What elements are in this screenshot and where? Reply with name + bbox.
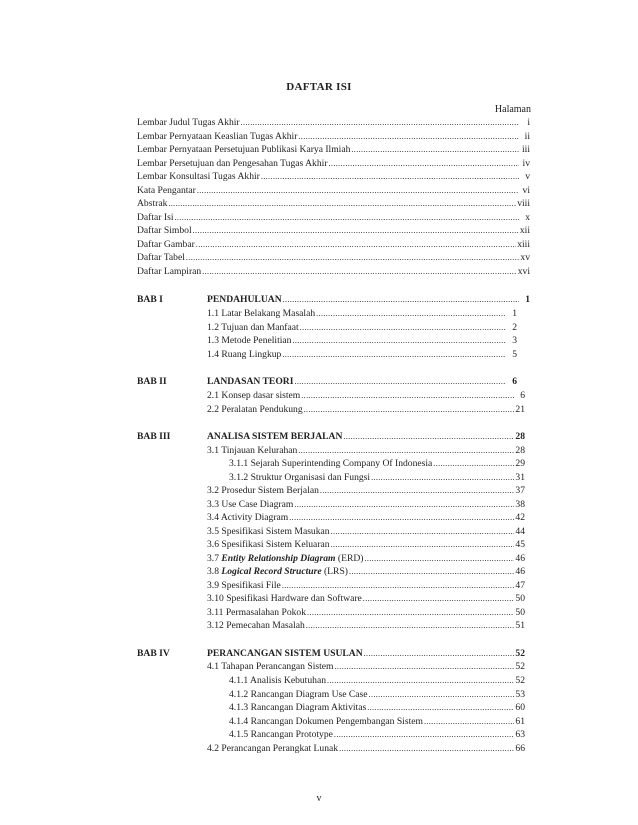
- leader-dots: [300, 322, 506, 334]
- toc-page: xii: [519, 225, 530, 236]
- toc-page: xvi: [517, 266, 530, 277]
- chapter-heading: [137, 375, 517, 388]
- toc-label: 4.1.5 Rancangan Prototype: [229, 729, 333, 740]
- toc-label: 4.1.4 Rancangan Dokumen Pengembangan Sistem: [229, 716, 423, 727]
- leader-dots: [371, 472, 514, 484]
- leader-dots: [306, 620, 514, 632]
- chapter-title: LANDASAN TEORI: [207, 376, 294, 387]
- leader-dots: [364, 648, 514, 660]
- toc-entry: [207, 403, 525, 416]
- toc-page: 52: [515, 661, 525, 672]
- toc-label: [207, 566, 348, 578]
- toc-entry: [137, 130, 530, 143]
- toc-page: 44: [515, 526, 525, 537]
- toc-label-prefix: 3.8: [207, 566, 222, 577]
- toc-label: [207, 553, 363, 565]
- toc-label: 3.6 Spesifikasi Sistem Keluaran: [207, 539, 330, 550]
- toc-page: 1: [512, 308, 517, 319]
- toc-page: 38: [515, 499, 525, 510]
- leader-dots: [168, 198, 516, 210]
- toc-label-suffix: (ERD): [335, 553, 364, 564]
- page-title: DAFTAR ISI: [286, 81, 352, 93]
- leader-dots: [331, 539, 514, 551]
- leader-dots: [304, 404, 514, 416]
- toc-page: 6: [512, 376, 517, 387]
- toc-page: 50: [515, 607, 525, 618]
- chapter-title: PENDAHULUAN: [207, 294, 282, 305]
- leader-dots: [241, 117, 519, 129]
- toc-page: viii: [517, 198, 530, 209]
- toc-label: Daftar Isi: [137, 212, 174, 223]
- toc-label: Daftar Simbol: [137, 225, 192, 236]
- toc-page: 46: [515, 553, 525, 564]
- toc-page: 52: [515, 675, 525, 686]
- toc-page: 28: [515, 431, 525, 442]
- toc-page: 51: [515, 620, 525, 631]
- toc-label-suffix: (LRS): [321, 566, 348, 577]
- toc-entry: [207, 579, 525, 592]
- toc-page: 21: [515, 404, 525, 415]
- leader-dots: [261, 171, 519, 183]
- toc-entry: [137, 265, 530, 278]
- toc-entry: [207, 511, 525, 524]
- leader-dots: [294, 376, 506, 388]
- toc-entry: [207, 538, 525, 551]
- toc-entry: [229, 674, 525, 687]
- chapter-number: BAB IV: [137, 648, 170, 659]
- toc-entry: [207, 660, 525, 673]
- toc-entry: [229, 457, 525, 470]
- chapter-title: PERANCANGAN SISTEM USULAN: [207, 648, 363, 659]
- toc-entry: [207, 321, 517, 334]
- toc-page: xv: [520, 252, 530, 263]
- toc-entry: [207, 619, 525, 632]
- toc-label: 3.1 Tinjauan Kelurahan: [207, 445, 298, 456]
- leader-dots: [433, 458, 514, 470]
- toc-page: 29: [515, 458, 525, 469]
- toc-entry: [207, 498, 525, 511]
- toc-label: Lembar Pernyataan Keaslian Tugas Akhir: [137, 131, 298, 142]
- toc-label: Daftar Lampiran: [137, 266, 202, 277]
- toc-label: 3.1.2 Struktur Organisasi dan Fungsi: [229, 472, 371, 483]
- toc-label: 1.1 Latar Belakang Masalah: [207, 308, 316, 319]
- toc-label: Kata Pengantar: [137, 185, 196, 196]
- toc-entry: [207, 348, 517, 361]
- chapter-number: BAB III: [137, 431, 171, 442]
- toc-label: 3.3 Use Case Diagram: [207, 499, 294, 510]
- toc-page: 42: [515, 512, 525, 523]
- toc-label: 3.11 Permasalahan Pokok: [207, 607, 307, 618]
- toc-label: 3.1.1 Sejarah Superintending Company Of Indonesia: [229, 458, 433, 469]
- toc-label: 4.1 Tahapan Perancangan Sistem: [207, 661, 334, 672]
- toc-label: 3.4 Activity Diagram: [207, 512, 289, 523]
- leader-dots: [283, 294, 519, 306]
- toc-page: 60: [515, 702, 525, 713]
- toc-page: 46: [515, 566, 525, 577]
- toc-entry: [207, 389, 525, 402]
- toc-page: 66: [515, 743, 525, 754]
- toc-label: 3.12 Pemecahan Masalah: [207, 620, 305, 631]
- toc-entry: [137, 157, 530, 170]
- toc-page: 5: [512, 349, 517, 360]
- toc-entry: [207, 552, 525, 565]
- toc-entry: [137, 211, 530, 224]
- toc-page: 28: [515, 445, 525, 456]
- chapter-heading: [137, 293, 530, 306]
- chapter-title: ANALISA SISTEM BERJALAN: [207, 431, 343, 442]
- toc-entry: [207, 592, 525, 605]
- toc-page: v: [525, 171, 530, 182]
- toc-entry: [207, 565, 525, 578]
- leader-dots: [327, 675, 514, 687]
- leader-dots: [363, 593, 514, 605]
- toc-label: 3.5 Spesifikasi Sistem Masukan: [207, 526, 330, 537]
- toc-entry: [229, 688, 525, 701]
- toc-label-emphasis: Entity Relationship Diagram: [221, 553, 336, 564]
- chapter-heading: [137, 430, 525, 443]
- toc-label-emphasis: Logical Record Structure: [221, 566, 322, 577]
- toc-entry: [207, 307, 517, 320]
- toc-label: 1.4 Ruang Lingkup: [207, 349, 282, 360]
- toc-label: 4.1.2 Rancangan Diagram Use Case: [229, 689, 368, 700]
- toc-entry: [137, 184, 530, 197]
- toc-label: Daftar Gambar: [137, 239, 195, 250]
- toc-entry: [137, 238, 530, 251]
- toc-label: 3.10 Spesifikasi Hardware dan Software: [207, 593, 362, 604]
- leader-dots: [320, 485, 514, 497]
- leader-dots: [364, 553, 514, 565]
- toc-page: 2: [512, 322, 517, 333]
- toc-page: x: [525, 212, 530, 223]
- page-column-header: Halaman: [494, 104, 531, 115]
- toc-entry: [137, 170, 530, 183]
- toc-entry: [207, 742, 525, 755]
- toc-entry: [207, 525, 525, 538]
- toc-entry: [229, 701, 525, 714]
- toc-label: 2.1 Konsep dasar sistem: [207, 390, 301, 401]
- leader-dots: [369, 689, 514, 701]
- toc-label: Lembar Konsultasi Tugas Akhir: [137, 171, 260, 182]
- leader-dots: [298, 131, 519, 143]
- toc-page: 50: [515, 593, 525, 604]
- toc-page: 61: [515, 716, 525, 727]
- leader-dots: [316, 308, 506, 320]
- toc-page: iii: [522, 144, 530, 155]
- toc-label: Lembar Persetujuan dan Pengesahan Tugas Akhir: [137, 158, 328, 169]
- leader-dots: [289, 512, 514, 524]
- toc-entry: [207, 444, 525, 457]
- leader-dots: [197, 185, 519, 197]
- toc-entry: [229, 471, 525, 484]
- toc-page: vi: [522, 185, 530, 196]
- leader-dots: [307, 607, 514, 619]
- leader-dots: [331, 526, 514, 538]
- toc-entry: [137, 116, 530, 129]
- toc-label: Daftar Tabel: [137, 252, 185, 263]
- chapter-heading: [137, 647, 525, 660]
- leader-dots: [298, 445, 514, 457]
- leader-dots: [196, 239, 516, 251]
- toc-label: Lembar Judul Tugas Akhir: [137, 117, 240, 128]
- toc-entry: [137, 224, 530, 237]
- toc-page: 45: [515, 539, 525, 550]
- toc-entry: [229, 728, 525, 741]
- toc-entry: [207, 606, 525, 619]
- leader-dots: [282, 580, 514, 592]
- chapter-number: BAB II: [137, 376, 167, 387]
- toc-page: ii: [524, 131, 530, 142]
- toc-entry: [207, 484, 525, 497]
- leader-dots: [193, 225, 519, 237]
- toc-label: 4.1.1 Analisis Kebutuhan: [229, 675, 326, 686]
- toc-page: 31: [515, 472, 525, 483]
- toc-entry: [229, 715, 525, 728]
- leader-dots: [334, 729, 514, 741]
- leader-dots: [349, 566, 514, 578]
- toc-page: 53: [515, 689, 525, 700]
- leader-dots: [202, 266, 517, 278]
- toc-label: 4.1.3 Rancangan Diagram Aktivitas: [229, 702, 367, 713]
- toc-entry: [137, 251, 530, 264]
- toc-entry: [137, 197, 530, 210]
- toc-entry: [137, 143, 530, 156]
- toc-label: 4.2 Perancangan Perangkat Lunak: [207, 743, 339, 754]
- leader-dots: [343, 431, 514, 443]
- leader-dots: [186, 252, 519, 264]
- toc-page: iv: [522, 158, 530, 169]
- toc-page: 47: [515, 580, 525, 591]
- leader-dots: [175, 212, 520, 224]
- toc-page: xiii: [517, 239, 530, 250]
- chapter-number: BAB I: [137, 294, 163, 305]
- toc-entry: [207, 334, 517, 347]
- toc-label: Lembar Pernyataan Persetujuan Publikasi Karya Ilmiah: [137, 144, 351, 155]
- leader-dots: [424, 716, 514, 728]
- toc-page: 63: [515, 729, 525, 740]
- toc-label: 3.2 Prosedur Sistem Berjalan: [207, 485, 319, 496]
- toc-label-prefix: 3.7: [207, 553, 222, 564]
- leader-dots: [292, 335, 506, 347]
- leader-dots: [339, 743, 514, 755]
- toc-label: Abstrak: [137, 198, 168, 209]
- leader-dots: [329, 158, 519, 170]
- toc-page: i: [527, 117, 530, 128]
- toc-page: 37: [515, 485, 525, 496]
- page-number: v: [316, 793, 322, 804]
- toc-label: 3.9 Spesifikasi File: [207, 580, 281, 591]
- leader-dots: [301, 390, 514, 402]
- leader-dots: [294, 499, 514, 511]
- toc-page: 6: [520, 390, 525, 401]
- leader-dots: [282, 349, 506, 361]
- leader-dots: [335, 661, 515, 673]
- toc-label: 1.3 Metode Penelitian: [207, 335, 292, 346]
- toc-label: 2.2 Peralatan Pendukung: [207, 404, 303, 415]
- toc-page: 3: [512, 335, 517, 346]
- leader-dots: [367, 702, 514, 714]
- toc-label: 1.2 Tujuan dan Manfaat: [207, 322, 299, 333]
- leader-dots: [351, 144, 519, 156]
- toc-page: 1: [525, 294, 530, 305]
- toc-page: 52: [515, 648, 525, 659]
